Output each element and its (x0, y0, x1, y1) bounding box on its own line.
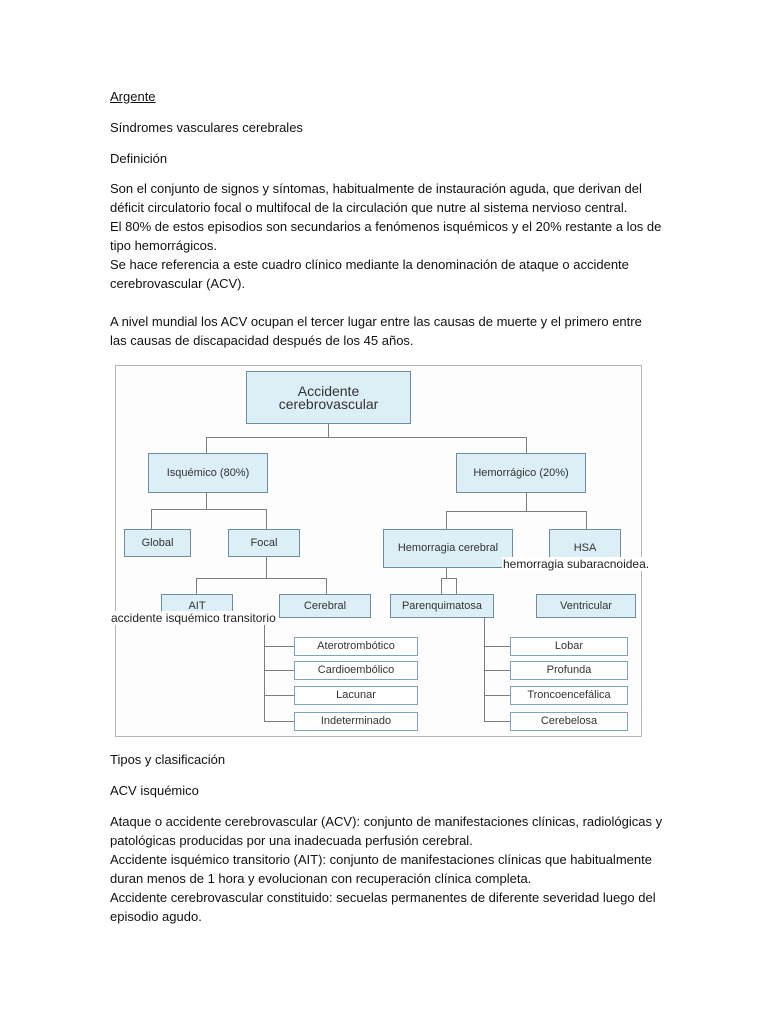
ischemic-heading: ACV isquémico (110, 783, 199, 798)
parenchymal-node: Parenquimatosa (390, 594, 494, 618)
connector (484, 695, 510, 696)
connector (441, 578, 442, 594)
connector (446, 511, 447, 529)
hemorrhage-cerebral-node: Hemorragia cerebral (383, 529, 513, 568)
body-line: Accidente isquémico transitorio (AIT): conjunto de manifestaciones clínicas que habitualmente (110, 852, 652, 867)
root-node: Accidente cerebrovascular (246, 371, 411, 424)
connector (526, 493, 527, 511)
connector (264, 695, 294, 696)
connector (484, 721, 510, 722)
global-node: Global (124, 529, 191, 557)
connector (446, 568, 447, 578)
connector (196, 578, 326, 579)
connector (526, 437, 527, 453)
connector (484, 646, 510, 647)
connector (206, 493, 207, 509)
connector (328, 424, 329, 438)
connector (196, 578, 197, 594)
definition-heading: Definición (110, 151, 168, 166)
cerebral-type-node: Indeterminado (294, 712, 418, 731)
connector (151, 509, 152, 529)
ischemic-node: Isquémico (80%) (148, 453, 268, 493)
focal-node: Focal (228, 529, 300, 557)
cerebral-node: Cerebral (279, 594, 371, 618)
connector (206, 437, 207, 453)
connector (151, 509, 266, 510)
connector (456, 578, 457, 594)
acv-classification-diagram (111, 365, 650, 737)
intro-line: tipo hemorrágicos. (110, 238, 217, 253)
intro-line: déficit circulatorio focal o multifocal de la circulación que nutre al sistema nervioso central. (110, 200, 628, 215)
intro-line: Son el conjunto de signos y síntomas, habitualmente de instauración aguda, que derivan del (110, 181, 642, 196)
cerebral-type-node: Lacunar (294, 686, 418, 705)
intro-line: las causas de discapacidad después de los 45 años. (110, 333, 414, 348)
body-line: patológicas producidas por una inadecuada perfusión cerebral. (110, 833, 473, 848)
hsa-annotation: hemorragia subaracnoidea. (503, 557, 650, 571)
connector (264, 721, 294, 722)
intro-line: A nivel mundial los ACV ocupan el tercer lugar entre las causas de muerte y el primero entre (110, 314, 642, 329)
intro-line: El 80% de estos episodios son secundarios a fenómenos isquémicos y el 20% restante a los de (110, 219, 662, 234)
connector (326, 578, 327, 594)
ait-annotation: accidente isquémico transitorio (111, 611, 276, 625)
connector (484, 670, 510, 671)
ventricular-node: Ventricular (536, 594, 636, 618)
document-title: Síndromes vasculares cerebrales (110, 120, 303, 135)
intro-line: Se hace referencia a este cuadro clínico mediante la denominación de ataque o accidente (110, 257, 629, 272)
body-line: Ataque o accidente cerebrovascular (ACV): conjunto de manifestaciones clínicas, radiológicas y (110, 814, 663, 829)
connector (266, 509, 267, 529)
cerebral-type-node: Aterotrombótico (294, 637, 418, 656)
parenchymal-type-node: Troncoencefálica (510, 686, 628, 705)
body-line: duran menos de 1 hora y evolucionan con recuperación clínica completa. (110, 871, 532, 886)
parenchymal-type-node: Cerebelosa (510, 712, 628, 731)
intro-line: cerebrovascular (ACV). (110, 276, 246, 291)
body-line: episodio agudo. (110, 909, 202, 924)
parenchymal-type-node: Profunda (510, 661, 628, 680)
connector (586, 511, 587, 529)
ait-node: AIT (161, 594, 233, 618)
connector (264, 670, 294, 671)
parenchymal-type-node: Lobar (510, 637, 628, 656)
body-line: Accidente cerebrovascular constituido: secuelas permanentes de diferente severidad luego del (110, 890, 656, 905)
author-heading: Argente (110, 89, 156, 104)
connector (264, 646, 294, 647)
connector (446, 511, 586, 512)
hsa-node: HSA (549, 529, 621, 568)
connector (441, 578, 456, 579)
connector (206, 437, 526, 438)
types-heading: Tipos y clasificación (110, 752, 226, 767)
connector (266, 557, 267, 578)
hemorrhagic-node: Hemorrágico (20%) (456, 453, 586, 493)
cerebral-type-node: Cardioembólico (294, 661, 418, 680)
